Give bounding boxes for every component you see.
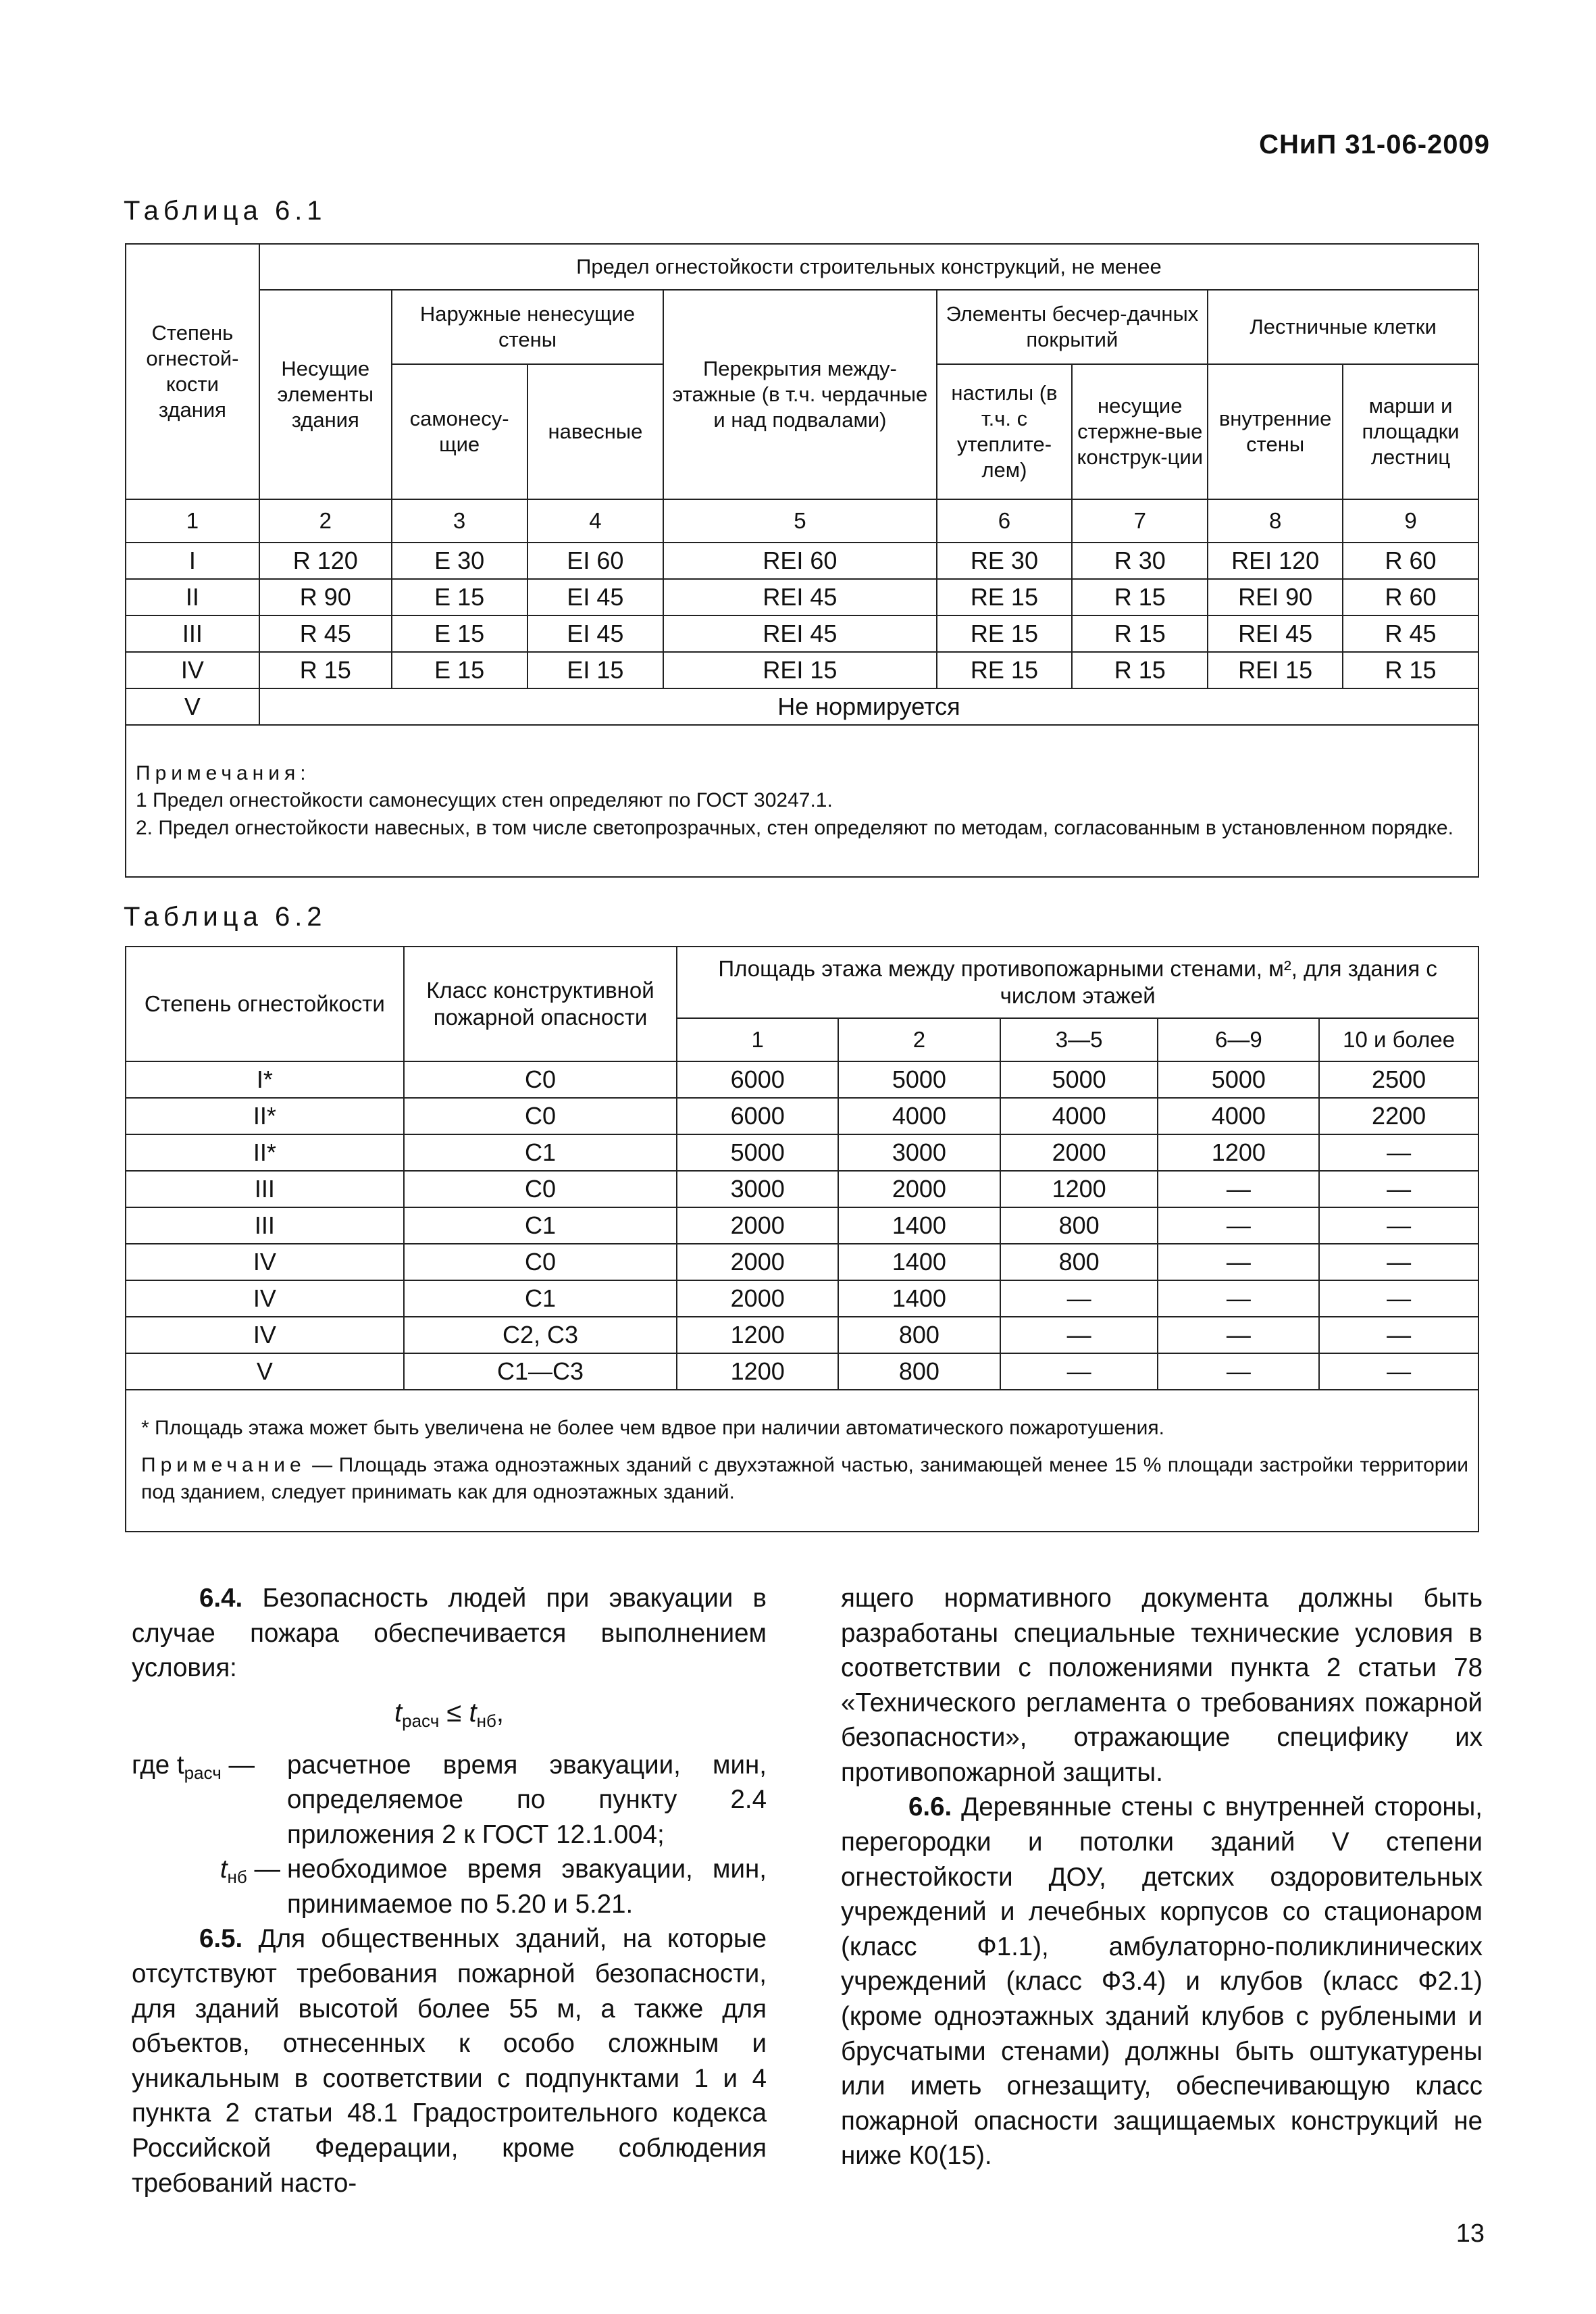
cell: 5000 <box>838 1061 1000 1098</box>
table-row <box>126 1244 1478 1280</box>
paragraph-6-5 <box>132 1921 767 2200</box>
paragraph-continued: ящего нормативного документа должны быть разработаны специальные технические условия в соответствии с положениями пункта 2 статьи 78 «Технического регламента о требованиях пожарной безопасности», отражающие специфику их противопожарной защиты. <box>841 1584 1483 1787</box>
table-row <box>126 1134 1478 1171</box>
cell: C0 <box>404 1098 677 1134</box>
cell: E 15 <box>392 652 527 688</box>
col-num: 4 <box>527 499 664 543</box>
cell: 2000 <box>677 1207 838 1244</box>
cell: — <box>1158 1353 1319 1390</box>
cell: C1 <box>404 1134 677 1171</box>
header-fire-limit: Предел огнестойкости строительных конструкций, не менее <box>259 244 1478 290</box>
table-row <box>126 1207 1478 1244</box>
cell: R 15 <box>1343 652 1478 688</box>
cell: 2500 <box>1319 1061 1478 1098</box>
header-floors-count: 6—9 <box>1158 1018 1319 1061</box>
cell: E 15 <box>392 579 527 615</box>
def-term <box>132 1852 287 1921</box>
note-2: 2. Предел огнестойкости навесных, в том числе светопрозрачных, стен определяют по методам, согласованным в установленном порядке. <box>136 816 1453 839</box>
term-var: где t <box>132 1750 184 1780</box>
cell: R 15 <box>259 652 392 688</box>
cell: RE 30 <box>937 543 1073 579</box>
term-var: t <box>220 1855 228 1884</box>
table-6-2-notes <box>126 1390 1478 1532</box>
table-row <box>126 1171 1478 1207</box>
cell: R 15 <box>1072 579 1208 615</box>
document-code: СНиП 31-06-2009 <box>1259 130 1490 159</box>
paragraph-text: Безопасность людей при эвакуации в случае пожара обеспечивается выполнением условия: <box>132 1584 767 1683</box>
note-label: Примечание <box>141 1453 306 1476</box>
header-roof-elements: Элементы бесчер-дачных покрытий <box>937 290 1208 364</box>
cell: — <box>1319 1280 1478 1317</box>
cell: RE 15 <box>937 579 1073 615</box>
term-dash: — <box>221 1750 255 1780</box>
cell: — <box>1158 1207 1319 1244</box>
cell: RE 15 <box>937 615 1073 652</box>
cell: C1 <box>404 1207 677 1244</box>
text-column-left <box>132 1581 767 2200</box>
column-number-row <box>126 499 1478 543</box>
col-num: 7 <box>1072 499 1208 543</box>
table-row <box>126 1317 1478 1353</box>
cell: E 30 <box>392 543 527 579</box>
cell: REI 60 <box>663 543 936 579</box>
cell: IV <box>126 1317 404 1353</box>
note-1: 1 Предел огнестойкости самонесущих стен определяют по ГОСТ 30247.1. <box>136 789 833 812</box>
cell: 6000 <box>677 1098 838 1134</box>
paragraph-text: Для общественных зданий, на которые отсутствуют требования пожарной безопасности, для зданий высотой более 55 м, а также для объектов, отнесенных к особо сложным и уникальным в соответствии с подпунктами 1 и 4 пункта 2 статьи 48.1 Градостроительного кодекса Российской Федерации, кроме соблюдения требований насто- <box>132 1924 767 2198</box>
cell: R 60 <box>1343 579 1478 615</box>
cell: C0 <box>404 1061 677 1098</box>
cell: R 90 <box>259 579 392 615</box>
col-num: 2 <box>259 499 392 543</box>
table-6-1 <box>125 243 1479 878</box>
table-6-2-caption: Таблица 6.2 <box>124 902 327 932</box>
cell: — <box>1319 1207 1478 1244</box>
cell: EI 15 <box>527 652 664 688</box>
cell: R 15 <box>1072 615 1208 652</box>
term-dash: — <box>247 1855 280 1884</box>
cell: 2000 <box>1000 1134 1158 1171</box>
header-floors-count: 2 <box>838 1018 1000 1061</box>
cell: 5000 <box>677 1134 838 1171</box>
table-row <box>126 688 1478 725</box>
cell: 800 <box>1000 1244 1158 1280</box>
cell: 1200 <box>1158 1134 1319 1171</box>
cell: 2200 <box>1319 1098 1478 1134</box>
header-degree: Степень огнестой-кости здания <box>126 244 259 499</box>
col-num: 3 <box>392 499 527 543</box>
cell: — <box>1319 1134 1478 1171</box>
cell: II* <box>126 1134 404 1171</box>
table-row <box>126 1061 1478 1098</box>
cell: R 60 <box>1343 543 1478 579</box>
cell: — <box>1000 1353 1158 1390</box>
cell: REI 120 <box>1208 543 1343 579</box>
def-text: необходимое время эвакуации, мин, принимаемое по 5.20 и 5.21. <box>287 1855 767 1919</box>
header-floors-count: 3—5 <box>1000 1018 1158 1061</box>
cell: — <box>1000 1280 1158 1317</box>
cell: EI 45 <box>527 615 664 652</box>
cell: R 45 <box>1343 615 1478 652</box>
formula-var: t <box>469 1697 477 1728</box>
header-outer-walls: Наружные ненесущие стены <box>392 290 664 364</box>
def-term <box>132 1748 287 1853</box>
table-6-1-notes <box>126 725 1478 877</box>
col-num: 5 <box>663 499 936 543</box>
cell: 800 <box>1000 1207 1158 1244</box>
cell: 4000 <box>1000 1098 1158 1134</box>
header-floors-count: 1 <box>677 1018 838 1061</box>
cell: 1400 <box>838 1280 1000 1317</box>
table-6-2 <box>125 946 1479 1532</box>
cell: 3000 <box>838 1134 1000 1171</box>
table-row <box>126 1280 1478 1317</box>
cell: — <box>1158 1171 1319 1207</box>
cell: — <box>1158 1280 1319 1317</box>
table-row <box>126 1098 1478 1134</box>
cell: RE 15 <box>937 652 1073 688</box>
col-num: 8 <box>1208 499 1343 543</box>
cell: 800 <box>838 1353 1000 1390</box>
cell: — <box>1319 1244 1478 1280</box>
cell: II* <box>126 1098 404 1134</box>
cell: — <box>1158 1317 1319 1353</box>
header-rods: несущие стержне-вые конструк-ции <box>1072 364 1208 499</box>
cell: — <box>1319 1353 1478 1390</box>
cell: — <box>1158 1244 1319 1280</box>
header-bearing: Несущие элементы здания <box>259 290 392 499</box>
cell: REI 45 <box>663 615 936 652</box>
term-sub: расч <box>184 1762 222 1783</box>
table-row <box>126 1353 1478 1390</box>
header-inner-walls: внутренние стены <box>1208 364 1343 499</box>
table-row <box>126 615 1478 652</box>
definitions <box>132 1748 767 1922</box>
cell: C0 <box>404 1171 677 1207</box>
table-row <box>126 579 1478 615</box>
table-row <box>126 543 1478 579</box>
cell: I <box>126 543 259 579</box>
header-stairwells: Лестничные клетки <box>1208 290 1478 364</box>
page-number: 13 <box>1456 2219 1485 2248</box>
cell: REI 45 <box>1208 615 1343 652</box>
paragraph-6-4 <box>132 1581 767 1686</box>
cell-not-regulated: Не нормируется <box>259 688 1478 725</box>
cell: 1200 <box>677 1317 838 1353</box>
col-num: 6 <box>937 499 1073 543</box>
col-num: 9 <box>1343 499 1478 543</box>
cell: 2000 <box>838 1171 1000 1207</box>
footnote: * Площадь этажа может быть увеличена не более чем вдвое при наличии автоматического пожаротушения. <box>141 1417 1164 1440</box>
cell: V <box>126 1353 404 1390</box>
cell: 6000 <box>677 1061 838 1098</box>
table-row <box>126 652 1478 688</box>
cell: III <box>126 1171 404 1207</box>
cell: III <box>126 615 259 652</box>
term-sub: нб <box>227 1867 247 1888</box>
note-text: — Площадь этажа одноэтажных зданий с двухэтажной частью, занимающей менее 15 % площади застройки территории под зданием, следует принимать как для одноэтажных зданий. <box>141 1453 1468 1504</box>
formula-var: t <box>394 1697 403 1728</box>
cell: C1—C3 <box>404 1353 677 1390</box>
def-text: расчетное время эвакуации, мин, определяемое по пункту 2.4 приложения 2 к ГОСТ 12.1.004; <box>287 1750 767 1849</box>
cell: 1200 <box>1000 1171 1158 1207</box>
cell: IV <box>126 652 259 688</box>
cell: R 15 <box>1072 652 1208 688</box>
header-class: Класс конструктивной пожарной опасности <box>404 947 677 1061</box>
cell: V <box>126 688 259 725</box>
cell: 1400 <box>838 1207 1000 1244</box>
notes-title: Примечания: <box>136 761 311 784</box>
header-self-bearing: самонесу-щие <box>392 364 527 499</box>
formula-sub: расч <box>402 1710 440 1731</box>
header-degree: Степень огнестойкости <box>126 947 404 1061</box>
cell: 1200 <box>677 1353 838 1390</box>
cell: R 30 <box>1072 543 1208 579</box>
formula-end: , <box>496 1697 504 1728</box>
cell: REI 45 <box>663 579 936 615</box>
cell: 5000 <box>1000 1061 1158 1098</box>
text-column-right <box>841 1581 1483 2173</box>
cell: 2000 <box>677 1244 838 1280</box>
cell: II <box>126 579 259 615</box>
cell: 5000 <box>1158 1061 1319 1098</box>
cell: IV <box>126 1280 404 1317</box>
cell: — <box>1319 1171 1478 1207</box>
section-number: 6.6. <box>908 1792 952 1822</box>
cell: REI 15 <box>663 652 936 688</box>
cell: — <box>1000 1317 1158 1353</box>
header-decking: настилы (в т.ч. с утеплите-лем) <box>937 364 1073 499</box>
section-number: 6.5. <box>199 1924 243 1954</box>
header-floors-count: 10 и более <box>1319 1018 1478 1061</box>
cell: EI 60 <box>527 543 664 579</box>
cell: 800 <box>838 1317 1000 1353</box>
cell: III <box>126 1207 404 1244</box>
cell: 1400 <box>838 1244 1000 1280</box>
cell: I* <box>126 1061 404 1098</box>
cell: 2000 <box>677 1280 838 1317</box>
cell: 4000 <box>838 1098 1000 1134</box>
col-num: 1 <box>126 499 259 543</box>
cell: R 45 <box>259 615 392 652</box>
paragraph-6-6 <box>841 1790 1483 2173</box>
cell: IV <box>126 1244 404 1280</box>
cell: — <box>1319 1317 1478 1353</box>
note <box>141 1452 1468 1507</box>
cell: C0 <box>404 1244 677 1280</box>
section-number: 6.4. <box>199 1584 243 1613</box>
formula-op: ≤ <box>439 1697 469 1728</box>
cell: 3000 <box>677 1171 838 1207</box>
cell: R 120 <box>259 543 392 579</box>
header-floors: Перекрытия между-этажные (в т.ч. чердачные и над подвалами) <box>663 290 936 499</box>
cell: C1 <box>404 1280 677 1317</box>
cell: C2, C3 <box>404 1317 677 1353</box>
cell: EI 45 <box>527 579 664 615</box>
header-curtain: навесные <box>527 364 664 499</box>
table-6-1-caption: Таблица 6.1 <box>124 196 327 226</box>
formula <box>132 1695 767 1733</box>
cell: REI 90 <box>1208 579 1343 615</box>
header-floor-area: Площадь этажа между противопожарными стенами, м², для здания с числом этажей <box>677 947 1478 1018</box>
cell: E 15 <box>392 615 527 652</box>
cell: REI 15 <box>1208 652 1343 688</box>
formula-sub: нб <box>476 1710 496 1731</box>
paragraph-text: Деревянные стены с внутренней стороны, перегородки и потолки зданий V степени огнестойкости ДОУ, детских оздоровительных учреждений и лечебных корпусов со стационаром (класс Ф1.1), амбулаторно-поликлинических учреждений (класс Ф3.4) и клубов (класс Ф2.1) (кроме одноэтажных зданий клубов с рублеными и брусчатыми стенами) должны быть оштукатурены или иметь огнезащиту, обеспечивающую класс пожарной опасности защищаемых конструкций не ниже К0(15). <box>841 1792 1483 2171</box>
header-flights: марши и площадки лестниц <box>1343 364 1478 499</box>
cell: 4000 <box>1158 1098 1319 1134</box>
